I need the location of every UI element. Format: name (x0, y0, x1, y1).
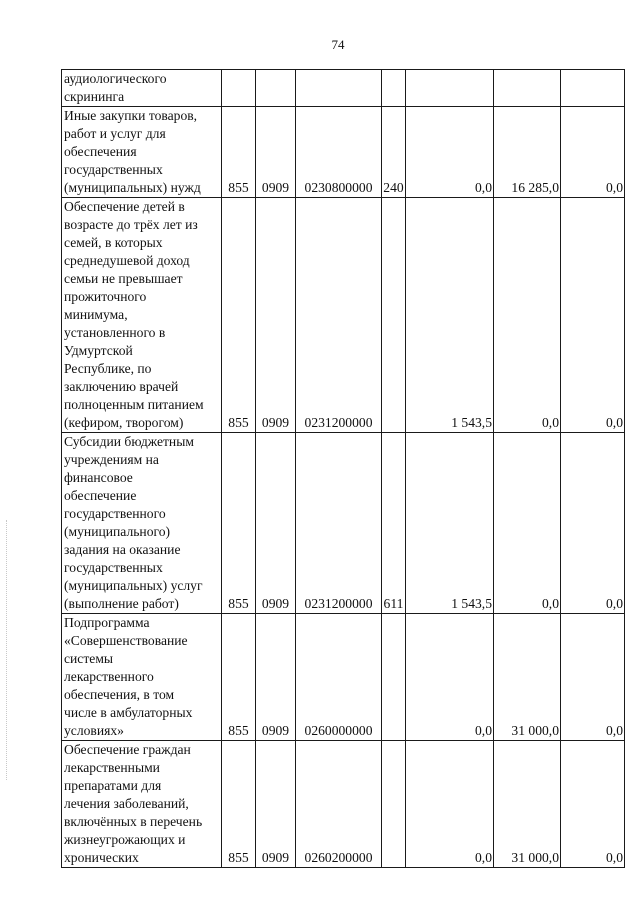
target-article-cell (296, 70, 382, 107)
amount-3-cell (561, 70, 625, 107)
amount-3-cell: 0,0 (561, 433, 625, 614)
amount-2-cell: 31 000,0 (494, 741, 561, 868)
table-row (62, 107, 625, 198)
row-name-cell: Субсидии бюджетным учреждениям на финансовое обеспечение государственного (муниципального) задания на оказание государственных (муниципальных) услуг (выполнение работ) (62, 433, 222, 614)
expense-type-cell (382, 70, 406, 107)
expense-type-cell (382, 614, 406, 741)
ministry-code-cell: 855 (222, 741, 256, 868)
section-code-cell (256, 70, 296, 107)
table-row (62, 70, 625, 107)
section-code-cell: 0909 (256, 198, 296, 433)
expense-type-cell (382, 198, 406, 433)
amount-2-cell (494, 70, 561, 107)
row-name-cell: аудиологического скрининга (62, 70, 222, 107)
amount-3-cell: 0,0 (561, 614, 625, 741)
ministry-code-cell (222, 70, 256, 107)
target-article-cell: 0260200000 (296, 741, 382, 868)
table-row (62, 614, 625, 741)
table-row (62, 433, 625, 614)
row-name-cell: Подпрограмма «Совершенствование системы лекарственного обеспечения, в том числе в амбулаторных условиях» (62, 614, 222, 741)
amount-2-cell: 31 000,0 (494, 614, 561, 741)
expense-type-cell (382, 741, 406, 868)
target-article-cell: 0231200000 (296, 433, 382, 614)
row-name-cell: Обеспечение детей в возрасте до трёх лет из семей, в которых среднедушевой доход семьи не превышает прожиточного минимума, установленного в Удмуртской Республике, по заключению врачей полноценным питанием (кефиром, творогом) (62, 198, 222, 433)
section-code-cell: 0909 (256, 433, 296, 614)
page-number: 74 (331, 37, 345, 52)
amount-1-cell: 0,0 (406, 741, 494, 868)
amount-3-cell: 0,0 (561, 198, 625, 433)
expense-type-cell: 240 (382, 107, 406, 198)
amount-1-cell: 0,0 (406, 614, 494, 741)
budget-table (61, 69, 625, 868)
row-name-cell: Обеспечение граждан лекарственными препаратами для лечения заболеваний, включённых в перечень жизнеугрожающих и хронических (62, 741, 222, 868)
amount-1-cell: 1 543,5 (406, 433, 494, 614)
section-code-cell: 0909 (256, 741, 296, 868)
ministry-code-cell: 855 (222, 107, 256, 198)
amount-2-cell: 0,0 (494, 198, 561, 433)
ministry-code-cell: 855 (222, 614, 256, 741)
scan-edge-marks (6, 520, 9, 780)
amount-1-cell (406, 70, 494, 107)
row-name-cell: Иные закупки товаров, работ и услуг для обеспечения государственных (муниципальных) нужд (62, 107, 222, 198)
amount-1-cell: 0,0 (406, 107, 494, 198)
table-row (62, 741, 625, 868)
section-code-cell: 0909 (256, 614, 296, 741)
target-article-cell: 0230800000 (296, 107, 382, 198)
target-article-cell: 0260000000 (296, 614, 382, 741)
ministry-code-cell: 855 (222, 198, 256, 433)
amount-2-cell: 16 285,0 (494, 107, 561, 198)
amount-2-cell: 0,0 (494, 433, 561, 614)
amount-3-cell: 0,0 (561, 107, 625, 198)
expense-type-cell: 611 (382, 433, 406, 614)
ministry-code-cell: 855 (222, 433, 256, 614)
section-code-cell: 0909 (256, 107, 296, 198)
budget-table-body (62, 70, 625, 868)
table-row (62, 198, 625, 433)
amount-3-cell: 0,0 (561, 741, 625, 868)
target-article-cell: 0231200000 (296, 198, 382, 433)
amount-1-cell: 1 543,5 (406, 198, 494, 433)
